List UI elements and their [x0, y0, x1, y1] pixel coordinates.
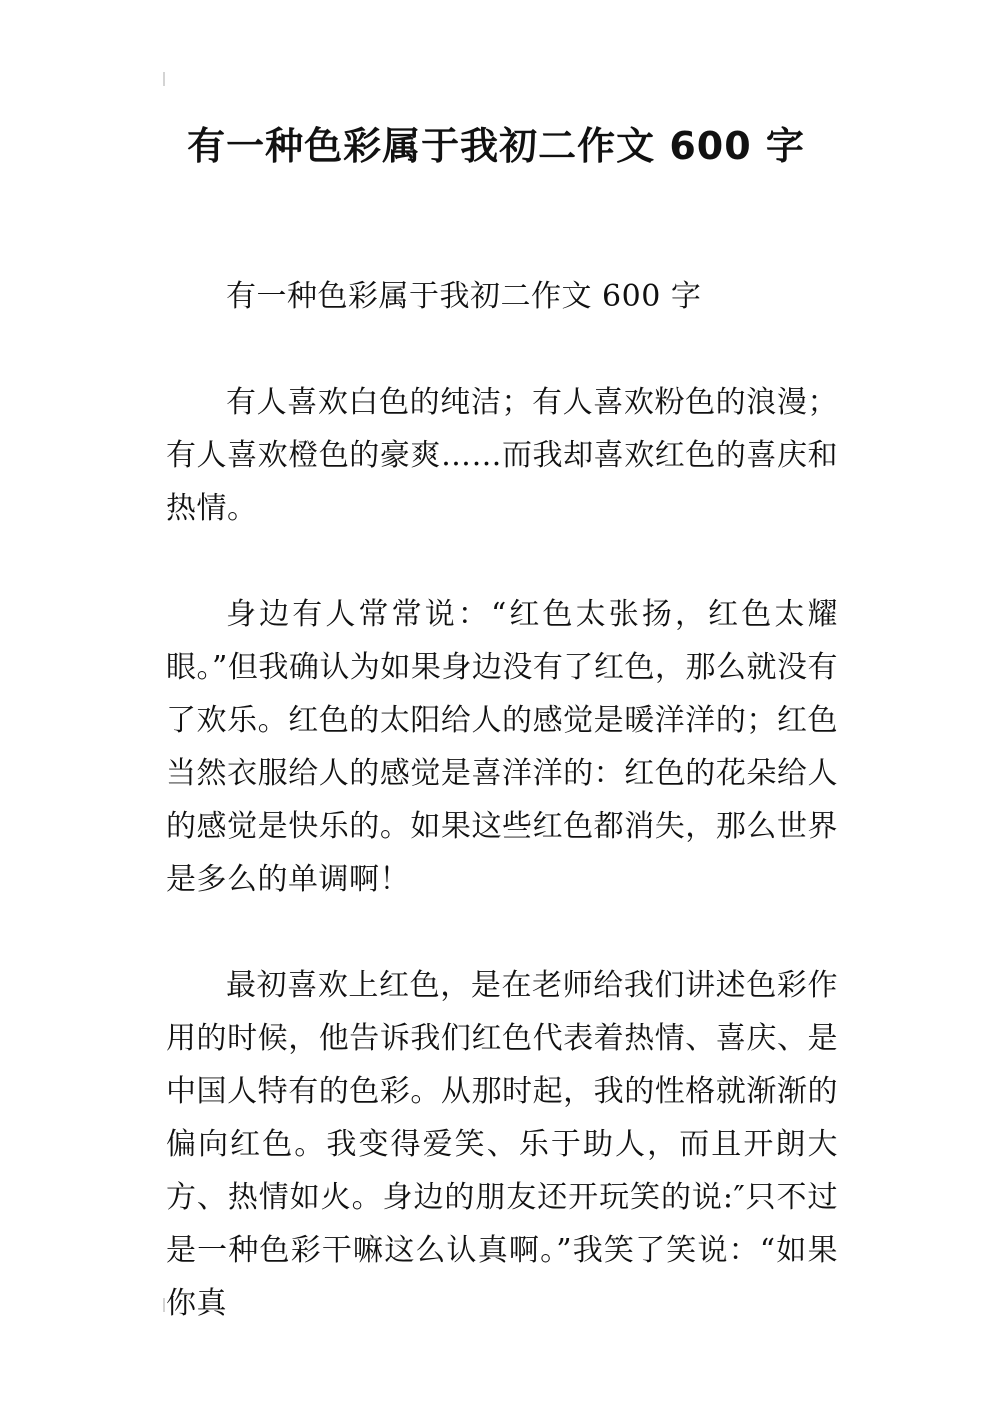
document-body	[166, 270, 838, 1383]
page-margin-mark-top	[163, 72, 165, 86]
paragraph-1: 有人喜欢白色的纯洁；有人喜欢粉色的浪漫；有人喜欢橙色的豪爽……而我却喜欢红色的喜庆和热情。	[166, 385, 838, 526]
document-subtitle: 有一种色彩属于我初二作文 600 字	[226, 279, 702, 314]
page-margin-mark-bottom	[163, 1298, 165, 1312]
paragraph-3: 最初喜欢上红色，是在老师给我们讲述色彩作用的时候，他告诉我们红色代表着热情、喜庆、是中国人特有的色彩。从那时起，我的性格就渐渐的偏向红色。我变得爱笑、乐于助人，而且开朗大方、热情如火。身边的朋友还开玩笑的说:″只不过是一种色彩干嘛这么认真啊。”我笑了笑说：“如果你真	[166, 968, 838, 1321]
document-title: 有一种色彩属于我初二作文 600 字	[187, 124, 805, 168]
paragraph-2: 身边有人常常说：“红色太张扬，红色太耀眼。”但我确认为如果身边没有了红色，那么就没有了欢乐。红色的太阳给人的感觉是暖洋洋的；红色当然衣服给人的感觉是喜洋洋的：红色的花朵给人的感觉是快乐的。如果这些红色都消失，那么世界是多么的单调啊！	[166, 597, 838, 897]
